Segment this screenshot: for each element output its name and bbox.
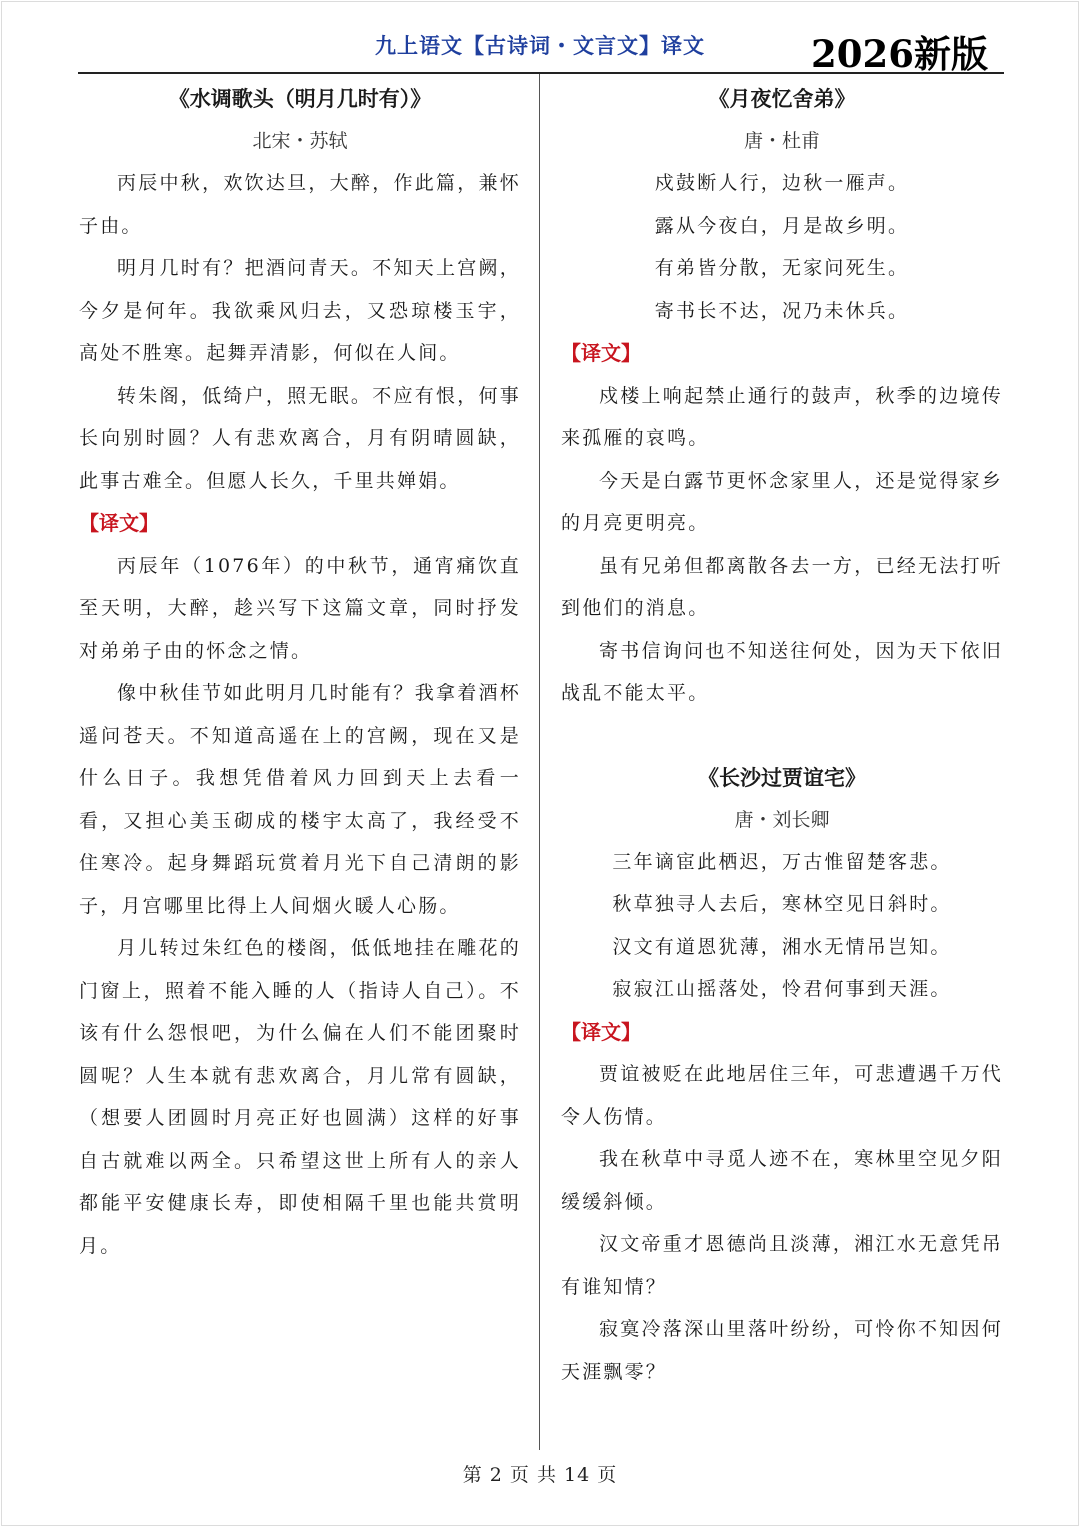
translation-label: 【译文】 — [561, 1019, 641, 1044]
original-paragraph: 明月几时有？把酒问青天。不知天上宫阙，今夕是何年。我欲乘风归去，又恐琼楼玉宇，高处不胜寒。起舞弄清影，何似在人间。 — [79, 257, 521, 364]
translation-paragraph: 丙辰年（1076年）的中秋节，通宵痛饮直至天明，大醉，趁兴写下这篇文章，同时抒发对弟弟子由的怀念之情。 — [79, 554, 521, 662]
verse-line: 寄书长不达，况乃未休兵。 — [654, 299, 910, 322]
header-edition: 2026新版 — [811, 32, 988, 76]
translation-paragraph: 虽有兄弟但都离散各去一方，已经无法打听到他们的消息。 — [561, 554, 1003, 619]
translation-paragraph: 汉文帝重才恩德尚且淡薄，湘江水无意凭吊有谁知情？ — [561, 1233, 1003, 1298]
poem-author: 唐・刘长卿 — [734, 808, 830, 831]
poem-author: 北宋・苏轼 — [252, 130, 348, 152]
translation-paragraph: 贾谊被贬在此地居住三年，可悲遭遇千万代令人伤情。 — [561, 1063, 1003, 1128]
column-divider — [539, 74, 540, 1450]
poem-author: 唐・杜甫 — [743, 130, 820, 152]
translation-label: 【译文】 — [79, 511, 159, 535]
page-number: 第 2 页 共 14 页 — [462, 1464, 618, 1486]
original-paragraph: 丙辰中秋，欢饮达旦，大醉，作此篇，兼怀子由。 — [79, 172, 521, 237]
header-rule — [78, 72, 1004, 74]
section-spacer — [561, 715, 1003, 757]
verse-line: 寂寂江山摇落处，怜君何事到天涯。 — [612, 978, 952, 1000]
left-column — [79, 78, 521, 1267]
verse-line: 露从今夜白，月是故乡明。 — [654, 214, 910, 237]
poem-title: 《长沙过贾谊宅》 — [698, 765, 866, 790]
verse-line: 戍鼓断人行，边秋一雁声。 — [654, 172, 910, 194]
translation-paragraph: 戍楼上响起禁止通行的鼓声，秋季的边境传来孤雁的哀鸣。 — [561, 384, 1003, 449]
verse-line: 汉文有道恩犹薄，湘水无情吊岂知。 — [612, 935, 952, 958]
poem-title: 《月夜忆舍弟》 — [708, 87, 856, 111]
translation-paragraph: 月儿转过朱红色的楼阁，低低地挂在雕花的门窗上，照着不能入睡的人（指诗人自己）。不该有什么怨恨吧，为什么偏在人们不能团聚时圆呢？人生本就有悲欢离合，月儿常有圆缺，（想要人团圆时月亮正好也圆满）这样的好事自古就难以两全。只希望这世上所有人的亲人都能平安健康长寿，即使相隔千里也能共赏明月。 — [79, 937, 521, 1257]
translation-paragraph: 我在秋草中寻觅人迹不在，寒林里空见夕阳缓缓斜倾。 — [561, 1148, 1003, 1213]
header-title: 九上语文【古诗词・文言文】译文 — [375, 34, 705, 58]
verse-line: 秋草独寻人去后，寒林空见日斜时。 — [612, 893, 952, 915]
translation-paragraph: 像中秋佳节如此明月几时能有？我拿着酒杯遥问苍天。不知道高遥在上的宫阙，现在又是什么日子。我想凭借着风力回到天上去看一看，又担心美玉砌成的楼宇太高了，我经受不住寒冷。起身舞蹈玩赏着月光下自己清朗的影子，月宫哪里比得上人间烟火暖人心肠。 — [79, 682, 521, 917]
poem-title: 《水调歌头（明月几时有）》 — [168, 87, 432, 111]
verse-line: 三年谪宦此栖迟，万古惟留楚客悲。 — [612, 850, 952, 873]
translation-label: 【译文】 — [561, 341, 641, 365]
verse-line: 有弟皆分散，无家问死生。 — [654, 257, 910, 279]
translation-paragraph: 寂寞冷落深山里落叶纷纷，可怜你不知因何天涯飘零？ — [561, 1318, 1003, 1383]
right-column — [561, 78, 1003, 1393]
translation-paragraph: 今天是白露节更怀念家里人，还是觉得家乡的月亮更明亮。 — [561, 469, 1003, 534]
translation-paragraph: 寄书信询问也不知送往何处，因为天下依旧战乱不能太平。 — [561, 639, 1003, 704]
original-paragraph: 转朱阁，低绮户，照无眠。不应有恨，何事长向别时圆？人有悲欢离合，月有阴晴圆缺，此事古难全。但愿人长久，千里共婵娟。 — [79, 384, 521, 492]
